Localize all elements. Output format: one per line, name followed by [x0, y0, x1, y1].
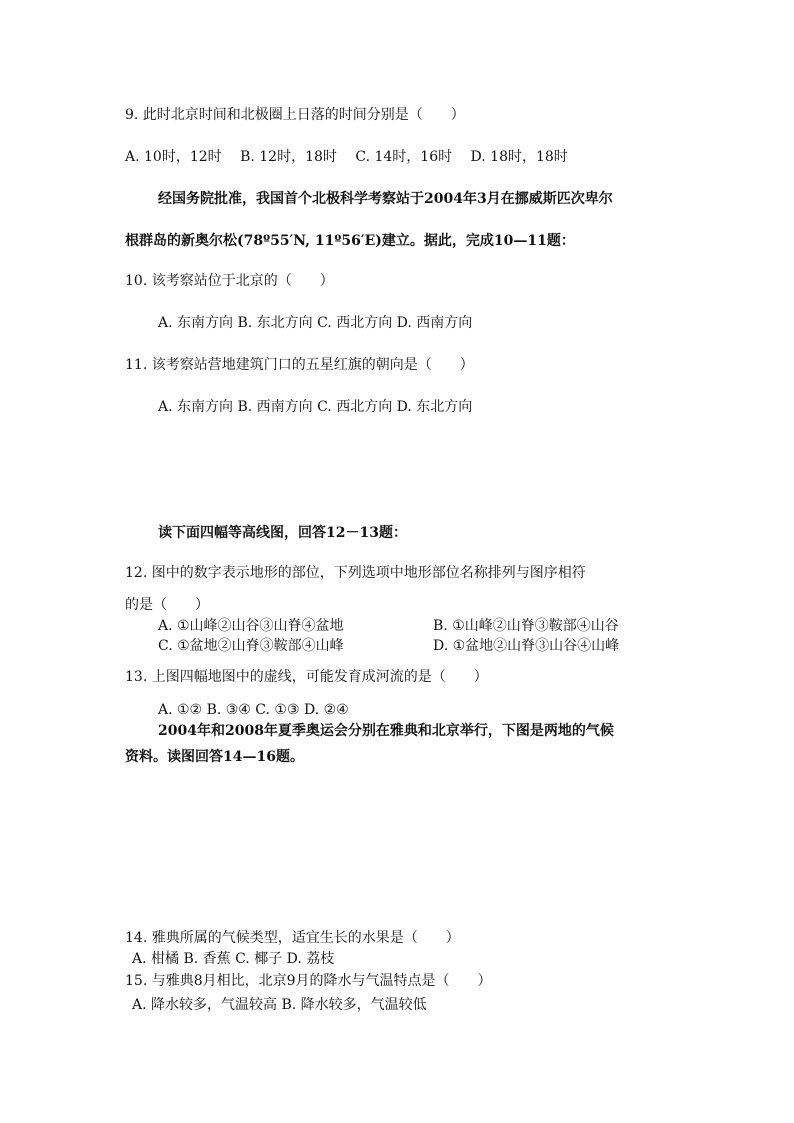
intro-12-13: 读下面四幅等高线图，回答12－13题： [158, 525, 407, 541]
q10-stem: 10. 该考察站位于北京的（ ） [125, 273, 334, 289]
intro-10-11-line2: 根群岛的新奥尔松(78º55′N, 11º56′E)建立。据此，完成10—11题： [125, 233, 575, 249]
q12-option-b: B. ①山峰②山脊③鞍部④山谷 [433, 618, 619, 634]
q14-options: A. 柑橘 B. 香蕉 C. 椰子 D. 荔枝 [132, 951, 335, 967]
q13-stem: 13. 上图四幅地图中的虚线，可能发育成河流的是（ ） [125, 669, 488, 685]
q12-option-c: C. ①盆地②山脊③鞍部④山峰 [158, 638, 344, 654]
q12-stem-line1: 12. 图中的数字表示地形的部位，下列选项中地形部位名称排列与图序相符 [125, 565, 586, 581]
q13-options: A. ①② B. ③④ C. ①③ D. ②④ [158, 702, 349, 718]
q14-stem: 14. 雅典所属的气候类型，适宜生长的水果是（ ） [125, 930, 460, 946]
q9-stem: 9. 此时北京时间和北极圈上日落的时间分别是（ ） [125, 107, 465, 123]
q12-option-d: D. ①盆地②山脊③山谷④山峰 [433, 638, 620, 654]
q11-options: A. 东南方向 B. 西南方向 C. 西北方向 D. 东北方向 [158, 399, 473, 415]
q9-options: A. 10时，12时 B. 12时，18时 C. 14时，16时 D. 18时，18时 [125, 149, 568, 165]
intro-10-11-line1: 经国务院批准，我国首个北极科学考察站于2004年3月在挪威斯匹次卑尔 [158, 191, 613, 207]
q15-options: A. 降水较多，气温较高 B. 降水较多，气温较低 [132, 997, 427, 1013]
q10-options: A. 东南方向 B. 东北方向 C. 西北方向 D. 西南方向 [158, 315, 473, 331]
q12-stem-line2: 的是（ ） [125, 597, 209, 613]
q15-stem: 15. 与雅典8月相比，北京9月的降水与气温特点是（ ） [125, 973, 492, 989]
q12-option-a: A. ①山峰②山谷③山脊④盆地 [158, 618, 344, 634]
intro-14-16-line2: 资料。读图回答14—16题。 [125, 749, 304, 765]
q11-stem: 11. 该考察站营地建筑门口的五星红旗的朝向是（ ） [125, 357, 474, 373]
intro-14-16-line1: 2004年和2008年夏季奥运会分别在雅典和北京举行，下图是两地的气候 [158, 723, 614, 739]
